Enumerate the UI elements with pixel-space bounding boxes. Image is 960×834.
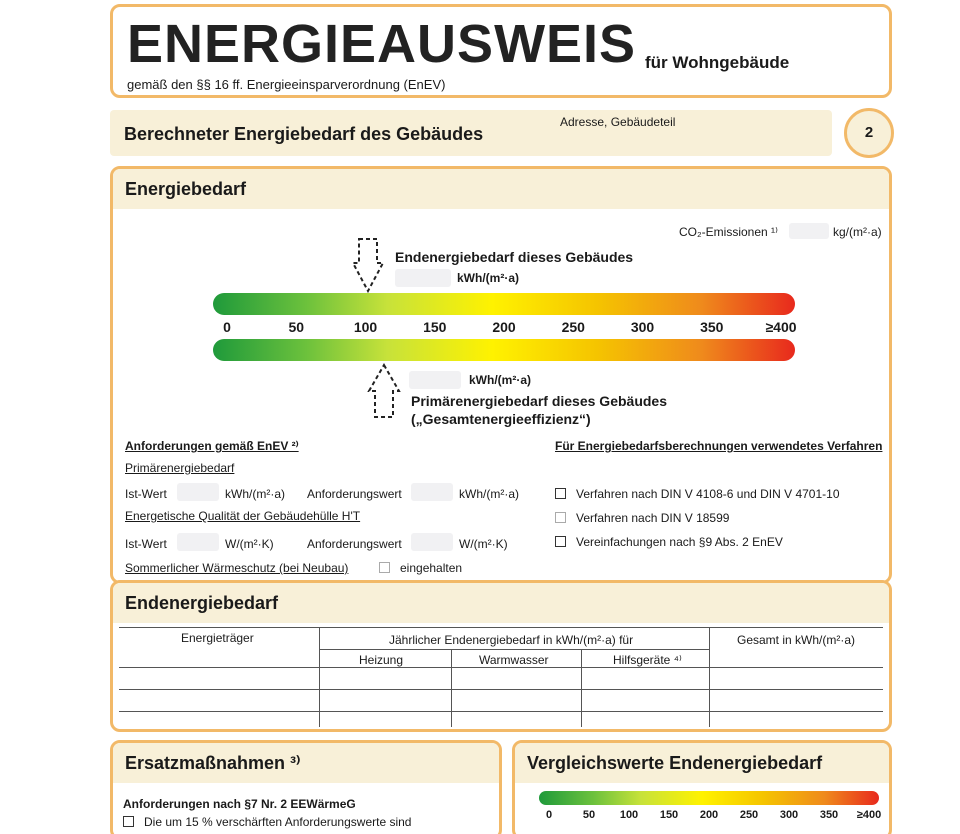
ist-wert-2-field[interactable]	[177, 533, 219, 551]
verfahren-title: Für Energiebedarfsberechnungen verwendetes Verfahren	[555, 439, 883, 453]
scale-tick-label: 200	[699, 809, 719, 821]
end-energy-unit: kWh/(m²·a)	[457, 271, 519, 285]
energiebedarf-header	[113, 169, 889, 209]
endenergie-header	[113, 583, 889, 623]
co2-label: CO₂-Emissionen ¹⁾	[679, 225, 778, 239]
end-energy-arrow-icon	[351, 237, 385, 293]
page-number: 2	[844, 108, 894, 158]
col-hilfsgeraete: Hilfsgeräte ⁴⁾	[613, 653, 682, 667]
scale-tick-label: 150	[659, 809, 679, 821]
verfahren-1-checkbox[interactable]	[555, 488, 566, 499]
ist-wert-2-unit: W/(m²·K)	[225, 537, 274, 551]
co2-unit: kg/(m²·a)	[833, 225, 882, 239]
col-heizung: Heizung	[359, 653, 404, 667]
scale-tick-label: 0	[223, 319, 231, 335]
scale-tick-label: ≥400	[765, 319, 797, 335]
sommer-checkbox[interactable]	[379, 562, 390, 573]
verfahren-option-2[interactable]	[555, 511, 729, 525]
ersatz-section	[110, 740, 502, 834]
scale-tick-label: 100	[353, 319, 378, 335]
ersatz-item-label: Die um 15 % verschärften Anforderungswerte sind	[144, 815, 412, 829]
table-line	[119, 627, 883, 628]
scale-tick-label: 350	[819, 809, 839, 821]
endenergie-section	[110, 580, 892, 732]
huelle-heading: Energetische Qualität der Gebäudehülle H'T	[125, 509, 361, 523]
scale-bar-bottom	[213, 339, 795, 361]
table-line	[119, 689, 883, 690]
sommer-label: Sommerlicher Wärmeschutz (bei Neubau)	[125, 561, 349, 575]
sommer-check-row[interactable]	[379, 561, 462, 575]
col-jaehrlich: Jährlicher Endenergiebedarf in kWh/(m²·a) für	[389, 633, 634, 647]
scale-tick-label: ≥400	[856, 809, 882, 821]
co2-value-field[interactable]	[789, 223, 829, 239]
requirements-title: Anforderungen gemäß EnEV ²⁾	[125, 439, 299, 453]
scale-tick-label: 350	[700, 319, 724, 335]
primary-energy-arrow-icon	[367, 363, 401, 419]
vergleich-header	[515, 743, 889, 783]
table-line	[451, 649, 452, 727]
scale-tick-label: 300	[630, 319, 655, 335]
header-box	[110, 4, 892, 98]
legal-basis: gemäß den §§ 16 ff. Energieeinsparverordnung (EnEV)	[127, 77, 446, 92]
anforderungswert-2-unit: W/(m²·K)	[459, 537, 508, 551]
anforderungswert-2-field[interactable]	[411, 533, 453, 551]
verfahren-2-label: Verfahren nach DIN V 18599	[576, 511, 730, 525]
document-subtitle: für Wohngebäude	[645, 53, 790, 72]
anforderungswert-1-field[interactable]	[411, 483, 453, 501]
table-line	[119, 711, 883, 712]
table-line	[709, 627, 710, 727]
table-line	[319, 627, 320, 727]
verfahren-option-1[interactable]	[555, 487, 840, 501]
scale-tick-label: 150	[423, 319, 447, 335]
section-banner	[110, 110, 832, 156]
scale-tick-label: 100	[619, 809, 639, 821]
ersatz-checkbox[interactable]	[123, 816, 134, 827]
ersatz-requirement: Anforderungen nach §7 Nr. 2 EEWärmeG	[123, 797, 356, 811]
document-title: ENERGIEAUSWEIS	[127, 14, 637, 74]
ersatz-title: Ersatzmaßnahmen ³⁾	[125, 753, 301, 773]
scale-tick-label: 0	[545, 809, 553, 821]
vergleich-section	[512, 740, 892, 834]
energiebedarf-title: Energiebedarf	[125, 179, 247, 199]
scale-tick-label: 250	[739, 809, 759, 821]
ist-wert-1-label: Ist-Wert	[125, 487, 167, 501]
ersatz-header	[113, 743, 499, 783]
primary-energy-label: Primärenergiebedarf dieses Gebäudes	[411, 393, 667, 409]
ersatz-item[interactable]	[123, 815, 411, 829]
endenergie-table	[119, 627, 883, 727]
table-line	[119, 667, 883, 668]
col-energietraeger: Energieträger	[181, 631, 254, 645]
banner-title: Berechneter Energiebedarf des Gebäudes	[124, 124, 484, 144]
energy-scale	[213, 293, 795, 365]
primaer-heading: Primärenergiebedarf	[125, 461, 235, 475]
scale-bar-top	[213, 293, 795, 315]
col-gesamt: Gesamt in kWh/(m²·a)	[737, 633, 856, 647]
col-warmwasser: Warmwasser	[479, 653, 549, 667]
scale-tick-label: 250	[561, 319, 585, 335]
primary-energy-label-2: („Gesamtenergieeffizienz“)	[411, 411, 591, 427]
endenergie-title: Endenergiebedarf	[125, 593, 279, 613]
anforderungswert-2-label: Anforderungswert	[307, 537, 402, 551]
anforderungswert-1-unit: kWh/(m²·a)	[459, 487, 519, 501]
anforderungswert-1-label: Anforderungswert	[307, 487, 402, 501]
scale-tick-label: 200	[492, 319, 516, 335]
verfahren-1-label: Verfahren nach DIN V 4108-6 und DIN V 4701-10	[576, 487, 840, 501]
ist-wert-2-label: Ist-Wert	[125, 537, 167, 551]
ist-wert-1-field[interactable]	[177, 483, 219, 501]
verfahren-3-label: Vereinfachungen nach §9 Abs. 2 EnEV	[576, 535, 783, 549]
vergleich-scale	[539, 791, 882, 834]
vergleich-title: Vergleichswerte Endenergiebedarf	[527, 753, 823, 773]
address-label: Adresse, Gebäudeteil	[560, 115, 676, 129]
scale-tick-label: 50	[288, 319, 305, 335]
scale-tick-label: 300	[779, 809, 799, 821]
table-line	[581, 649, 582, 727]
end-energy-label: Endenergiebedarf dieses Gebäudes	[395, 249, 634, 265]
verfahren-2-checkbox[interactable]	[555, 512, 566, 523]
verfahren-3-checkbox[interactable]	[555, 536, 566, 547]
scale-tick-label: 50	[582, 809, 596, 821]
primary-energy-unit: kWh/(m²·a)	[469, 373, 531, 387]
primary-energy-value-field[interactable]	[409, 371, 461, 389]
vergleich-bar	[539, 791, 879, 805]
sommer-check-label: eingehalten	[400, 561, 463, 575]
verfahren-option-3[interactable]	[555, 535, 783, 549]
end-energy-value-field[interactable]	[395, 269, 451, 287]
energiebedarf-section	[110, 166, 892, 584]
ist-wert-1-unit: kWh/(m²·a)	[225, 487, 285, 501]
table-line	[319, 649, 709, 650]
